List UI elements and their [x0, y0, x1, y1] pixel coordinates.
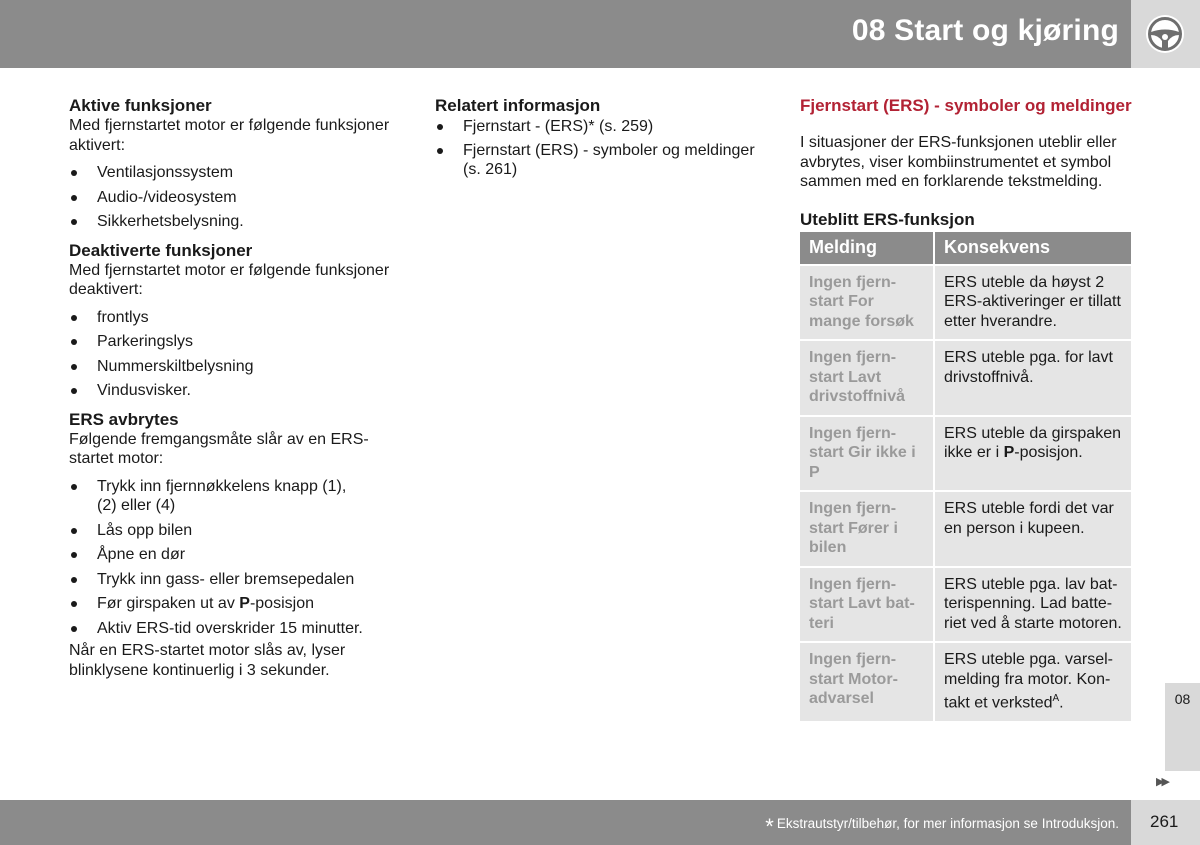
list-item: Trykk inn fjernnøkkelens knapp (1), (2) eller (4) — [69, 477, 404, 516]
list-item: Åpne en dør — [69, 545, 404, 565]
list-item: Ventilasjonssystem — [69, 163, 404, 183]
inactive-functions-list — [69, 308, 404, 401]
footnote-marker: A — [1052, 693, 1060, 704]
table-row — [800, 566, 1131, 642]
consequence-cell: ERS uteble da høyst 2 ERS-aktiveringer er tillatt etter hverandre. — [935, 264, 1131, 340]
gear-position-letter: P — [1003, 444, 1015, 461]
related-link[interactable]: Fjernstart (ERS) - symboler og meldinger (s. 261) — [435, 141, 770, 180]
table-row — [800, 490, 1131, 566]
column-right — [800, 96, 1132, 721]
chapter-icon-box — [1131, 0, 1200, 68]
consequence-text: ERS uteble pga. varselmelding fra motor. Kontakt et verksted — [944, 651, 1113, 712]
section-title-ers-messages: Fjernstart (ERS) - symboler og meldinger — [800, 96, 1132, 115]
list-item: Audio-/videosystem — [69, 188, 404, 208]
ers-intro: I situasjoner der ERS-funksjonen uteblir eller avbrytes, viser kombiinstrumentet et symbol sammen med en forklarende tekstmelding. — [800, 134, 1117, 190]
related-link[interactable]: Fjernstart - (ERS)* (s. 259) — [435, 117, 770, 137]
consequence-cell: ERS uteble fordi det var en person i kupeen. — [935, 490, 1131, 566]
message-cell: Ingen fjernstart For mange forsøk — [800, 264, 935, 340]
section-intro-abort: Følgende fremgangsmåte slår av en ERS-startet motor: — [69, 430, 369, 467]
section-intro-active: Med fjernstartet motor er følgende funksjoner aktivert: — [69, 117, 390, 154]
footnote-text: Ekstrautstyr/tilbehør, for mer informasjon se Introduksjon. — [776, 816, 1119, 831]
section-heading-active: Aktive funksjoner — [69, 96, 212, 115]
message-cell: Ingen fjernstart Motoradvarsel — [800, 641, 935, 721]
section-intro-inactive: Med fjernstartet motor er følgende funksjoner deaktivert: — [69, 261, 390, 298]
table-row — [800, 264, 1131, 340]
column-left — [69, 96, 404, 680]
consequence-text: -posisjon. — [1014, 444, 1083, 461]
list-item — [69, 594, 404, 614]
message-cell: Ingen fjernstart Lavt batteri — [800, 566, 935, 642]
section-outro-abort: Når en ERS-startet motor slås av, lyser blinklysene kontinuerlig i 3 sekunder. — [69, 642, 346, 679]
list-item: Lås opp bilen — [69, 521, 404, 541]
abort-steps-list — [69, 477, 404, 639]
list-item: frontlys — [69, 308, 404, 328]
chapter-header — [0, 0, 1131, 68]
consequence-cell — [935, 415, 1131, 491]
list-item: Vindusvisker. — [69, 381, 404, 401]
list-item-text: -posisjon — [249, 595, 314, 612]
column-header-message: Melding — [800, 232, 935, 264]
active-functions-list — [69, 163, 404, 232]
table-row — [800, 339, 1131, 415]
consequence-cell — [935, 641, 1131, 721]
page-footer — [0, 800, 1131, 845]
table-header-row — [800, 232, 1131, 264]
chapter-tab[interactable] — [1165, 683, 1200, 771]
list-item: Parkeringslys — [69, 332, 404, 352]
double-chevron-right-icon[interactable]: ▶▶ — [1156, 776, 1167, 788]
table-row — [800, 415, 1131, 491]
message-cell: Ingen fjernstart Lavt drivstoffnivå — [800, 339, 935, 415]
related-info-heading: Relatert informasjon — [435, 96, 601, 115]
table-row — [800, 641, 1131, 721]
section-heading-abort: ERS avbrytes — [69, 409, 179, 429]
column-header-consequence: Konsekvens — [935, 232, 1131, 264]
section-heading-inactive: Deaktiverte funksjoner — [69, 240, 253, 260]
asterisk-marker: * — [765, 814, 774, 839]
consequence-text: . — [1059, 694, 1064, 712]
list-item: Sikkerhetsbelysning. — [69, 212, 404, 232]
related-info-list — [435, 117, 770, 180]
message-cell: Ingen fjernstart Gir ikke i P — [800, 415, 935, 491]
chapter-title: 08 Start og kjøring — [851, 14, 1119, 47]
list-item: Trykk inn gass- eller bremsepedalen — [69, 570, 404, 590]
gear-position-letter: P — [239, 595, 250, 612]
message-cell: Ingen fjernstart Fører i bilen — [800, 490, 935, 566]
column-middle — [435, 96, 770, 181]
table-heading: Uteblitt ERS-funksjon — [800, 209, 975, 229]
chapter-tab-label: 08 — [1174, 691, 1191, 707]
list-item: Nummerskiltbelysning — [69, 357, 404, 377]
list-item: Aktiv ERS-tid overskrider 15 minutter. — [69, 619, 404, 639]
consequence-text: ERS uteble da girspaken ikke er i — [944, 424, 1121, 461]
consequence-cell: ERS uteble pga. for lavt drivstoffnivå. — [935, 339, 1131, 415]
page-number: 261 — [1150, 812, 1179, 831]
steering-wheel-icon — [1144, 13, 1186, 55]
list-item-text: Før girspaken ut av — [97, 595, 240, 612]
page-number-box — [1131, 800, 1200, 845]
footnote — [765, 814, 1119, 840]
ers-messages-table — [800, 232, 1131, 721]
consequence-cell: ERS uteble pga. lav batterispenning. Lad batteriet ved å starte motoren. — [935, 566, 1131, 642]
